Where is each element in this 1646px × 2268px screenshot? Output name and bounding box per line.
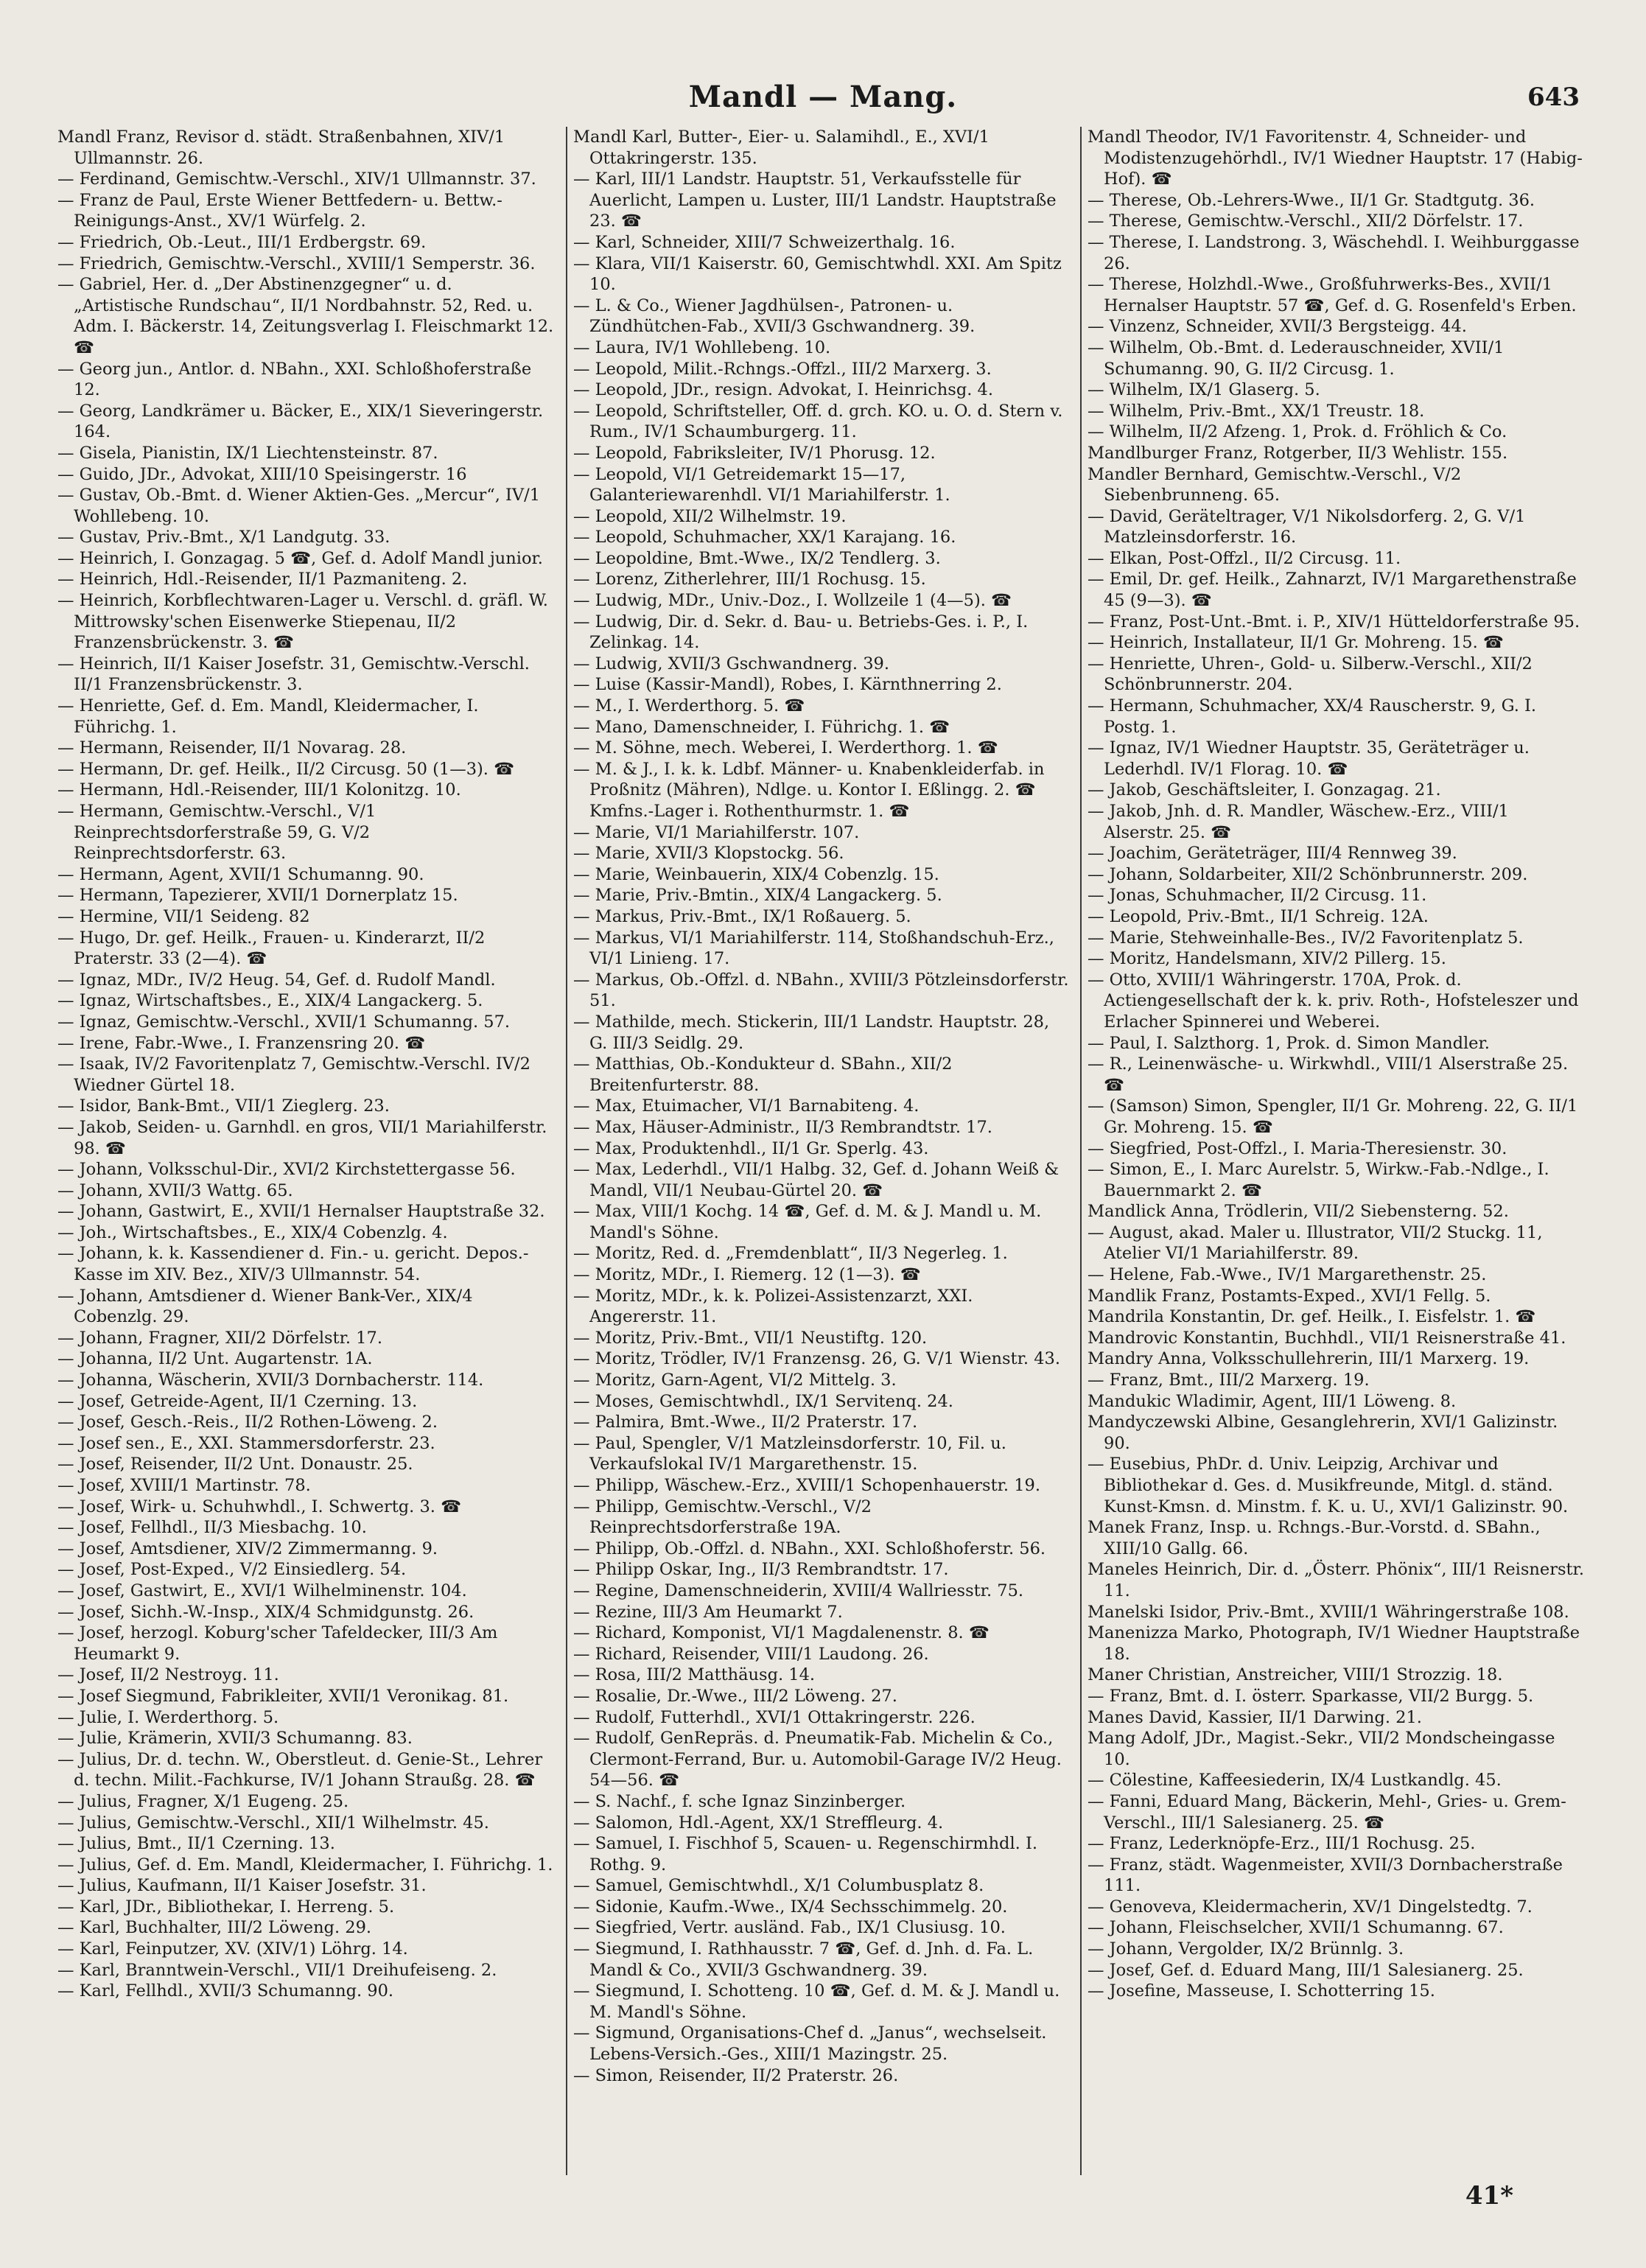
directory-entry: Manes David, Kassier, II/1 Darwing. 21. [1088,1707,1422,1727]
directory-entry: — Cölestine, Kaffeesiederin, IX/4 Lustkandlg. 45. [1088,1771,1502,1791]
directory-entry: — Josef, II/2 Nestroyg. 11. [57,1665,279,1685]
directory-entry: Mandl Theodor, IV/1 Favoritenstr. 4, Schneider- und Modistenzugehörhdl., IV/1 Wiedner Hauptstr. 17 (Habig-Hof). ☎ [1088,127,1583,189]
directory-entry: Mang Adolf, JDr., Magist.-Sekr., VII/2 Mondscheingasse 10. [1088,1729,1555,1769]
directory-entry: — Helene, Fab.-Wwe., IV/1 Margarethenstr. 25. [1088,1265,1487,1285]
directory-entry: — Leopold, Priv.-Bmt., II/1 Schreig. 12A. [1088,906,1429,926]
directory-entry: — Franz de Paul, Erste Wiener Bettfedern- u. Bettw.-Reinigungs-Anst., XV/1 Würfelg. 2. [57,190,502,231]
directory-entry: — Johann, Volksschul-Dir., XVI/2 Kirchstettergasse 56. [57,1160,516,1180]
directory-entry: — Leopold, JDr., resign. Advokat, I. Heinrichsg. 4. [573,380,994,400]
directory-entry: — Friedrich, Ob.-Leut., III/1 Erdbergstr. 69. [57,232,427,252]
directory-entry: — Julius, Fragner, X/1 Eugeng. 25. [57,1791,349,1811]
directory-entry: — Hermann, Schuhmacher, XX/4 Rauscherstr. 9, G. I. Postg. 1. [1088,696,1537,737]
directory-entry: — Ignaz, Wirtschaftsbes., E., XIX/4 Langackerg. 5. [57,991,483,1011]
directory-entry: — Isidor, Bank-Bmt., VII/1 Zieglerg. 23. [57,1096,390,1116]
directory-entry: — Leopold, Milit.-Rchngs.-Offzl., III/2 Marxerg. 3. [573,359,992,379]
page-number: 643 [1527,83,1580,112]
directory-entry: — M. & J., I. k. k. Ldbf. Männer- u. Knabenkleiderfab. in Proßnitz (Mähren), Ndlge. u. Kontor I. Eßlingg. 2. ☎ Kmfns.-Lager i. Rothenthurmstr. 1. ☎ [573,759,1045,821]
directory-entry: — Julie, Krämerin, XVII/3 Schumanng. 83. [57,1729,413,1749]
directory-entry: — Josef, Post-Exped., V/2 Einsiedlerg. 54. [57,1560,407,1580]
directory-entry: — Klara, VII/1 Kaiserstr. 60, Gemischtwhdl. XXI. Am Spitz 10. [573,253,1062,295]
directory-entry: — Elkan, Post-Offzl., II/2 Circusg. 11. [1088,548,1401,568]
directory-entry: — Marie, Weinbauerin, XIX/4 Cobenzlg. 15. [573,864,939,884]
directory-entry: — Heinrich, Hdl.-Reisender, II/1 Pazmaniteng. 2. [57,570,468,589]
directory-entry: — Marie, XVII/3 Klopstockg. 56. [573,844,844,864]
directory-entry: — Josef, Gef. d. Eduard Mang, III/1 Salesianerg. 25. [1088,1960,1524,1980]
directory-entry: — Heinrich, I. Gonzagag. 5 ☎, Gef. d. Adolf Mandl junior. [57,548,543,568]
directory-entry: — Johanna, Wäscherin, XVII/3 Dornbacherstr. 114. [57,1371,484,1390]
directory-entry: — Richard, Reisender, VIII/1 Laudong. 26. [573,1644,929,1664]
directory-entry: — Ignaz, IV/1 Wiedner Hauptstr. 35, Geräteträger u. Lederhdl. IV/1 Florag. 10. ☎ [1088,738,1530,779]
directory-entry: — Josef sen., E., XXI. Stammersdorferstr. 23. [57,1433,435,1453]
directory-entry: Mandl Karl, Butter-, Eier- u. Salamihdl., E., XVI/1 Ottakringerstr. 135. [573,127,990,168]
directory-entry: — Gustav, Priv.-Bmt., X/1 Landgutg. 33. [57,528,391,547]
directory-entry: — Leopold, Fabriksleiter, IV/1 Phorusg. 12. [573,443,936,463]
directory-entry: — Otto, XVIII/1 Währingerstr. 170A, Prok. d. Actiengesellschaft der k. k. priv. Roth-, Hofsteleszer und Erlacher Spinnerei und Weberei. [1088,970,1579,1032]
directory-entry: — M. Söhne, mech. Weberei, I. Werderthorg. 1. ☎ [573,738,998,758]
directory-entry: — Julie, I. Werderthorg. 5. [57,1707,279,1727]
directory-entry: Manelski Isidor, Priv.-Bmt., XVIII/1 Währingerstraße 108. [1088,1602,1569,1622]
directory-entry: — Karl, III/1 Landstr. Hauptstr. 51, Verkaufsstelle für Auerlicht, Lampen u. Luster, III/1 Landstr. Hauptstraße 23. ☎ [573,169,1057,231]
directory-entry: Mandlburger Franz, Rotgerber, II/3 Wehlistr. 155. [1088,443,1508,463]
directory-entry: — Mano, Damenschneider, I. Führichg. 1. ☎ [573,717,950,737]
directory-entry: — Rezine, III/3 Am Heumarkt 7. [573,1602,843,1622]
directory-entry: — Philipp Oskar, Ing., II/3 Rembrandtstr. 17. [573,1560,949,1580]
directory-entry: — Simon, E., I. Marc Aurelstr. 5, Wirkw.-Fab.-Ndlge., I. Bauernmarkt 2. ☎ [1088,1160,1549,1200]
directory-entry: — Johann, Soldarbeiter, XII/2 Schönbrunnerstr. 209. [1088,864,1528,884]
directory-entry: — Josef, Reisender, II/2 Unt. Donaustr. 25. [57,1455,413,1474]
directory-entry: — Regine, Damenschneiderin, XVIII/4 Wallriesstr. 75. [573,1581,1024,1600]
directory-entry: — Max, Lederhdl., VII/1 Halbg. 32, Gef. d. Johann Weiß & Mandl, VII/1 Neubau-Gürtel 20. ☎ [573,1160,1060,1200]
directory-entry: — Siegfried, Vertr. ausländ. Fab., IX/1 Clusiusg. 10. [573,1918,1006,1938]
directory-entry: — Vinzenz, Schneider, XVII/3 Bergsteigg. 44. [1088,317,1467,337]
column-3 [1080,127,1594,2175]
directory-entry: — Matthias, Ob.-Kondukteur d. SBahn., XII/2 Breitenfurterstr. 88. [573,1054,953,1095]
directory-entry: — August, akad. Maler u. Illustrator, VII/2 Stuckg. 11, Atelier VI/1 Mariahilferstr. 89. [1088,1222,1543,1264]
directory-entry: — Hermann, Reisender, II/1 Novarag. 28. [57,738,407,758]
directory-entry: — Simon, Reisender, II/2 Praterstr. 26. [573,2065,899,2085]
directory-entry: — Gabriel, Her. d. „Der Abstinenzgegner“ u. d. „Artistische Rundschau“, II/1 Nordbahnstr. 52, Red. u. Adm. I. Bäckerstr. 14, Zeitungsverlag I. Fleischmarkt 12. ☎ [57,275,554,357]
directory-entry: — Laura, IV/1 Wohllebeng. 10. [573,337,831,357]
directory-entry: — Mathilde, mech. Stickerin, III/1 Landstr. Hauptstr. 28, G. III/3 Seidlg. 29. [573,1012,1050,1053]
directory-entry: — Hermann, Hdl.-Reisender, III/1 Kolonitzg. 10. [57,780,461,800]
directory-entry: — Siegfried, Post-Offzl., I. Maria-Theresienstr. 30. [1088,1138,1507,1158]
directory-entry: — Paul, I. Salzthorg. 1, Prok. d. Simon Mandler. [1088,1033,1490,1053]
directory-entry: — Siegmund, I. Schotteng. 10 ☎, Gef. d. M. & J. Mandl u. M. Mandl's Söhne. [573,1981,1060,2022]
directory-entry: — Hermine, VII/1 Seideng. 82 [57,906,310,926]
directory-entry: — Johann, k. k. Kassendiener d. Fin.- u. gericht. Depos.-Kasse im XIV. Bez., XIV/3 Ullmannstr. 54. [57,1244,529,1285]
directory-entry: — Josef, Gastwirt, E., XVI/1 Wilhelminenstr. 104. [57,1581,467,1600]
directory-entry: — Max, Häuser-Administr., II/3 Rembrandtstr. 17. [573,1117,992,1137]
directory-entry: — Leopoldine, Bmt.-Wwe., IX/2 Tendlerg. 3. [573,548,941,568]
directory-entry: Mandlick Anna, Trödlerin, VII/2 Siebensterng. 52. [1088,1202,1509,1222]
directory-entry: — Johann, Fleischselcher, XVII/1 Schumanng. 67. [1088,1918,1504,1938]
directory-entry: — Leopold, Schriftsteller, Off. d. grch. KO. u. O. d. Stern v. Rum., IV/1 Schaumburgerg. 11. [573,401,1063,442]
directory-entry: — Sidonie, Kaufm.-Wwe., IX/4 Sechsschimmelg. 20. [573,1897,1008,1917]
directory-entry: — Jakob, Seiden- u. Garnhdl. en gros, VII/1 Mariahilferstr. 98. ☎ [57,1117,547,1158]
page-header-title: Mandl — Mang. [688,80,958,114]
directory-entry: — Karl, JDr., Bibliothekar, I. Herreng. 5. [57,1897,395,1917]
column-1 [52,127,566,2175]
directory-entry: — Marie, Priv.-Bmtin., XIX/4 Langackerg. 5. [573,886,942,906]
directory-entry: Manek Franz, Insp. u. Rchngs.-Bur.-Vorstd. d. SBahn., XIII/10 Gallg. 66. [1088,1518,1541,1558]
directory-entry: — Wilhelm, IX/1 Glaserg. 5. [1088,380,1320,400]
directory-entry: — Moses, Gemischtwhdl., IX/1 Servitenq. 24. [573,1391,953,1411]
directory-entry: — Karl, Schneider, XIII/7 Schweizerthalg. 16. [573,232,956,252]
directory-entry: — Markus, Ob.-Offzl. d. NBahn., XVIII/3 Pötzleinsdorferstr. 51. [573,970,1069,1011]
directory-entry: — Joh., Wirtschaftsbes., E., XIX/4 Cobenzlg. 4. [57,1222,448,1242]
directory-entry: — Marie, Stehweinhalle-Bes., IV/2 Favoritenplatz 5. [1088,928,1524,948]
directory-entry: — Wilhelm, II/2 Afzeng. 1, Prok. d. Fröhlich & Co. [1088,422,1507,442]
directory-entry: — Josef, Gesch.-Reis., II/2 Rothen-Löweng. 2. [57,1413,438,1432]
directory-entry: — Karl, Feinputzer, XV. (XIV/1) Löhrg. 14. [57,1939,408,1959]
directory-entry: — L. & Co., Wiener Jagdhülsen-, Patronen- u. Zündhütchen-Fab., XVII/3 Gschwandnerg. 39. [573,295,976,337]
directory-entry: — Johann, Fragner, XII/2 Dörfelstr. 17. [57,1328,382,1348]
directory-entry: — Emil, Dr. gef. Heilk., Zahnarzt, IV/1 Margarethenstraße 45 (9—3). ☎ [1088,570,1577,611]
directory-entry: — Ludwig, MDr., Univ.-Doz., I. Wollzeile 1 (4—5). ☎ [573,591,1012,611]
directory-entry: — Leopold, VI/1 Getreidemarkt 15—17, Galanteriewarenhdl. VI/1 Mariahilferstr. 1. [573,464,950,505]
directory-entry: Mandlik Franz, Postamts-Exped., XVI/1 Fellg. 5. [1088,1286,1491,1306]
directory-entry: — Josef, XVIII/1 Martinstr. 78. [57,1476,311,1495]
directory-entry: — Hermann, Tapezierer, XVII/1 Dornerplatz 15. [57,886,458,906]
directory-entry: — Josefine, Masseuse, I. Schotterring 15. [1088,1981,1435,2001]
directory-entry: — Therese, Ob.-Lehrers-Wwe., II/1 Gr. Stadtgutg. 36. [1088,190,1535,210]
directory-entry: — Sigmund, Organisations-Chef d. „Janus“, wechselseit. Lebens-Versich.-Ges., XIII/1 Mazingstr. 25. [573,2023,1047,2065]
directory-entry: — Therese, Holzhdl.-Wwe., Großfuhrwerks-Bes., XVII/1 Hernalser Hauptstr. 57 ☎, Gef. d. G. Rosenfeld's Erben. [1088,275,1577,315]
directory-entry: — Samuel, Gemischtwhdl., X/1 Columbusplatz 8. [573,1876,984,1896]
directory-entry: — Franz, Bmt. d. I. österr. Sparkasse, VII/2 Burgg. 5. [1088,1686,1534,1706]
directory-entry: — Julius, Bmt., II/1 Czerning. 13. [57,1834,335,1854]
directory-entry: — Marie, VI/1 Mariahilferstr. 107. [573,822,860,842]
directory-entry: — Joachim, Geräteträger, III/4 Rennweg 39. [1088,844,1457,864]
directory-entry: — Julius, Dr. d. techn. W., Oberstleut. d. Genie-St., Lehrer d. techn. Milit.-Fachkurse, IV/1 Johann Straußg. 28. ☎ [57,1749,543,1791]
directory-entry: — Josef, Getreide-Agent, II/1 Czerning. 13. [57,1391,418,1411]
signature-mark: 41* [1465,2181,1513,2211]
directory-entry: — Karl, Buchhalter, III/2 Löweng. 29. [57,1918,372,1938]
directory-entry: — Ignaz, MDr., IV/2 Heug. 54, Gef. d. Rudolf Mandl. [57,970,496,990]
directory-entry: — Gisela, Pianistin, IX/1 Liechtensteinstr. 87. [57,443,438,463]
directory-entry: — Hermann, Gemischtw.-Verschl., V/1 Reinprechtsdorferstraße 59, G. V/2 Reinprechtsdorferstr. 63. [57,802,377,864]
directory-entry: — Johann, Vergolder, IX/2 Brünnlg. 3. [1088,1939,1404,1959]
directory-entry: — R., Leinenwäsche- u. Wirkwhdl., VIII/1 Alserstraße 25. ☎ [1088,1054,1569,1095]
directory-entry: — Therese, Gemischtw.-Verschl., XII/2 Dörfelstr. 17. [1088,211,1524,231]
directory-entry: — Moritz, MDr., k. k. Polizei-Assistenzarzt, XXI. Angererstr. 11. [573,1286,973,1327]
directory-entry: — Rudolf, Futterhdl., XVI/1 Ottakringerstr. 226. [573,1707,976,1727]
directory-entry: Mandry Anna, Volksschullehrerin, III/1 Marxerg. 19. [1088,1349,1530,1369]
directory-entry: — Josef, Amtsdiener, XIV/2 Zimmermanng. 9. [57,1539,438,1558]
directory-entry: — David, Geräteltrager, V/1 Nikolsdorferg. 2, G. V/1 Matzleinsdorferstr. 16. [1088,506,1526,547]
directory-entry: — Ignaz, Gemischtw.-Verschl., XVII/1 Schumanng. 57. [57,1012,511,1032]
directory-entry: — Lorenz, Zitherlehrer, III/1 Rochusg. 15. [573,570,926,589]
directory-entry: — Guido, JDr., Advokat, XIII/10 Speisingerstr. 16 [57,464,467,484]
directory-entry: — Heinrich, Installateur, II/1 Gr. Mohreng. 15. ☎ [1088,633,1504,653]
directory-entry: — Ludwig, Dir. d. Sekr. d. Bau- u. Betriebs-Ges. i. P., I. Zelinkag. 14. [573,612,1029,653]
directory-entry: — Max, Produktenhdl., II/1 Gr. Sperlg. 43. [573,1138,929,1158]
directory-entry: — Irene, Fabr.-Wwe., I. Franzensring 20. ☎ [57,1033,426,1053]
column-2 [566,127,1080,2175]
directory-entry: — Rudolf, GenRepräs. d. Pneumatik-Fab. Michelin & Co., Clermont-Ferrand, Bur. u. Automobil-Garage IV/2 Heug. 54—56. ☎ [573,1729,1062,1791]
directory-entry: — Franz, Bmt., III/2 Marxerg. 19. [1088,1371,1370,1390]
directory-entry: — Isaak, IV/2 Favoritenplatz 7, Gemischtw.-Verschl. IV/2 Wiedner Gürtel 18. [57,1054,530,1095]
directory-entry: Mandyczewski Albine, Gesanglehrerin, XVI/1 Galizinstr. 90. [1088,1413,1558,1453]
directory-entry: — Markus, VI/1 Mariahilferstr. 114, Stoßhandschuh-Erz., VI/1 Linieng. 17. [573,928,1054,969]
directory-entry: — Franz, städt. Wagenmeister, XVII/3 Dornbacherstraße 111. [1088,1855,1563,1896]
directory-entry: — Siegmund, I. Rathhausstr. 7 ☎, Gef. d. Jnh. d. Fa. L. Mandl & Co., XVII/3 Gschwandnerg. 39. [573,1939,1034,1980]
directory-entry: — Richard, Komponist, VI/1 Magdalenenstr. 8. ☎ [573,1623,990,1643]
directory-entry: — Palmira, Bmt.-Wwe., II/2 Praterstr. 17. [573,1413,918,1432]
directory-entry: — Wilhelm, Ob.-Bmt. d. Lederauschneider, XVII/1 Schumanng. 90, G. II/2 Circusg. 1. [1088,337,1505,379]
directory-entry: — Henriette, Gef. d. Em. Mandl, Kleidermacher, I. Führichg. 1. [57,696,479,737]
directory-entry: — Wilhelm, Priv.-Bmt., XX/1 Treustr. 18. [1088,401,1425,421]
directory-entry: — Moritz, Priv.-Bmt., VII/1 Neustiftg. 120. [573,1328,928,1348]
directory-entry: — Heinrich, Korbflechtwaren-Lager u. Verschl. d. gräfl. W. Mittrowsky'schen Eisenwerke Stiepenau, II/2 Franzensbrückenstr. 3. ☎ [57,591,548,653]
directory-entry: — Ludwig, XVII/3 Gschwandnerg. 39. [573,654,889,673]
directory-entry: — Franz, Lederknöpfe-Erz., III/1 Rochusg. 25. [1088,1834,1476,1854]
directory-entry: — Johann, Gastwirt, E., XVII/1 Hernalser Hauptstraße 32. [57,1202,545,1222]
directory-entry: — Leopold, XII/2 Wilhelmstr. 19. [573,506,847,526]
directory-entry: — Karl, Branntwein-Verschl., VII/1 Dreihufeiseng. 2. [57,1960,497,1980]
directory-entry: — Genoveva, Kleidermacherin, XV/1 Dingelstedtg. 7. [1088,1897,1533,1917]
directory-entry: — S. Nachf., f. sche Ignaz Sinzinberger. [573,1791,906,1811]
directory-entry: — Paul, Spengler, V/1 Matzleinsdorferstr. 10, Fil. u. Verkaufslokal IV/1 Margarethenstr. 15. [573,1433,1006,1474]
directory-entry: — Samuel, I. Fischhof 5, Scauen- u. Regenschirmhdl. I. Rothg. 9. [573,1834,1037,1875]
directory-entry: — Moritz, MDr., I. Riemerg. 12 (1—3). ☎ [573,1265,921,1285]
directory-entry: — Moritz, Handelsmann, XIV/2 Pillerg. 15. [1088,949,1446,969]
directory-columns [52,127,1594,2175]
directory-entry: — Heinrich, II/1 Kaiser Josefstr. 31, Gemischtw.-Verschl. II/1 Franzensbrückenstr. 3. [57,654,530,695]
directory-entry: Mandler Bernhard, Gemischtw.-Verschl., V/2 Siebenbrunneng. 65. [1088,464,1462,505]
directory-entry: Maneles Heinrich, Dir. d. „Österr. Phönix“, III/1 Reisnerstr. 11. [1088,1560,1584,1600]
directory-entry: — Johann, Amtsdiener d. Wiener Bank-Ver., XIX/4 Cobenzlg. 29. [57,1286,473,1327]
directory-entry: — Johann, XVII/3 Wattg. 65. [57,1180,293,1200]
directory-entry: — Philipp, Ob.-Offzl. d. NBahn., XXI. Schloßhoferstr. 56. [573,1539,1046,1558]
directory-entry: — M., I. Werderthorg. 5. ☎ [573,696,805,716]
directory-entry: — Moritz, Trödler, IV/1 Franzensg. 26, G. V/1 Wienstr. 43. [573,1349,1060,1369]
directory-entry: — Philipp, Wäschew.-Erz., XVIII/1 Schopenhauerstr. 19. [573,1476,1041,1495]
directory-entry: — Luise (Kassir-Mandl), Robes, I. Kärnthnerring 2. [573,675,1002,695]
directory-entry: — Rosa, III/2 Matthäusg. 14. [573,1665,816,1685]
directory-entry: — Friedrich, Gemischtw.-Verschl., XVIII/1 Semperstr. 36. [57,253,536,273]
directory-entry: — Therese, I. Landstrong. 3, Wäschehdl. I. Weihburggasse 26. [1088,232,1580,273]
directory-entry: Mandrila Konstantin, Dr. gef. Heilk., I. Eisfelstr. 1. ☎ [1088,1307,1536,1327]
directory-entry: — (Samson) Simon, Spengler, II/1 Gr. Mohreng. 22, G. II/1 Gr. Mohreng. 15. ☎ [1088,1096,1578,1137]
directory-entry: — Moritz, Red. d. „Fremdenblatt“, II/3 Negerleg. 1. [573,1244,1008,1264]
directory-entry: — Markus, Priv.-Bmt., IX/1 Roßauerg. 5. [573,906,911,926]
directory-entry: — Ferdinand, Gemischtw.-Verschl., XIV/1 Ullmannstr. 37. [57,169,536,189]
directory-entry: — Salomon, Hdl.-Agent, XX/1 Streffleurg. 4. [573,1813,944,1833]
directory-entry: — Moritz, Garn-Agent, VI/2 Mittelg. 3. [573,1371,897,1390]
directory-entry: — Leopold, Schuhmacher, XX/1 Karajang. 16. [573,528,956,547]
directory-entry: — Franz, Post-Unt.-Bmt. i. P., XIV/1 Hütteldorferstraße 95. [1088,612,1580,631]
directory-entry: — Josef, Sichh.-W.-Insp., XIX/4 Schmidgunstg. 26. [57,1602,474,1622]
directory-entry: — Julius, Gef. d. Em. Mandl, Kleidermacher, I. Führichg. 1. [57,1855,553,1875]
directory-entry: Manenizza Marko, Photograph, IV/1 Wiedner Hauptstraße 18. [1088,1623,1580,1664]
directory-entry: — Max, Etuimacher, VI/1 Barnabiteng. 4. [573,1096,920,1116]
directory-entry: — Josef, Fellhdl., II/3 Miesbachg. 10. [57,1518,367,1538]
directory-entry: — Eusebius, PhDr. d. Univ. Leipzig, Archivar und Bibliothekar d. Ges. d. Musikfreunde, Mitgl. d. ständ. Kunst-Kmsn. d. Minstm. f. K. u. U., XVI/1 Galizinstr. 90. [1088,1455,1569,1516]
directory-entry: — Hugo, Dr. gef. Heilk., Frauen- u. Kinderarzt, II/2 Praterstr. 33 (2—4). ☎ [57,928,486,969]
directory-entry: — Jonas, Schuhmacher, II/2 Circusg. 11. [1088,886,1427,906]
directory-entry: — Karl, Fellhdl., XVII/3 Schumanng. 90. [57,1981,394,2001]
directory-entry: — Jakob, Geschäftsleiter, I. Gonzagag. 21. [1088,780,1441,800]
directory-entry: — Fanni, Eduard Mang, Bäckerin, Mehl-, Gries- u. Grem-Verschl., III/1 Salesianerg. 25. ☎ [1088,1791,1566,1833]
directory-entry: — Josef, herzogl. Koburg'scher Tafeldecker, III/3 Am Heumarkt 9. [57,1623,498,1664]
directory-entry: — Rosalie, Dr.-Wwe., III/2 Löweng. 27. [573,1686,897,1706]
directory-entry: — Hermann, Agent, XVII/1 Schumanng. 90. [57,864,424,884]
directory-entry: Mandrovic Konstantin, Buchhdl., VII/1 Reisnerstraße 41. [1088,1328,1566,1348]
directory-entry: — Jakob, Jnh. d. R. Mandler, Wäschew.-Erz., VIII/1 Alserstr. 25. ☎ [1088,802,1509,842]
directory-entry: — Julius, Kaufmann, II/1 Kaiser Josefstr. 31. [57,1876,427,1896]
directory-entry: Mandukic Wladimir, Agent, III/1 Löweng. 8. [1088,1391,1457,1411]
directory-entry: — Josef Siegmund, Fabrikleiter, XVII/1 Veronikag. 81. [57,1686,509,1706]
directory-entry: — Josef, Wirk- u. Schuhwhdl., I. Schwertg. 3. ☎ [57,1497,462,1516]
directory-entry: — Henriette, Uhren-, Gold- u. Silberw.-Verschl., XII/2 Schönbrunnerstr. 204. [1088,654,1533,695]
directory-entry: — Hermann, Dr. gef. Heilk., II/2 Circusg. 50 (1—3). ☎ [57,759,515,779]
directory-entry: Maner Christian, Anstreicher, VIII/1 Strozzig. 18. [1088,1665,1503,1685]
directory-entry: — Julius, Gemischtw.-Verschl., XII/1 Wilhelmstr. 45. [57,1813,489,1833]
directory-entry: — Gustav, Ob.-Bmt. d. Wiener Aktien-Ges. „Mercur“, IV/1 Wohllebeng. 10. [57,486,541,526]
directory-entry: — Max, VIII/1 Kochg. 14 ☎, Gef. d. M. & J. Mandl u. M. Mandl's Söhne. [573,1202,1042,1242]
directory-entry: Mandl Franz, Revisor d. städt. Straßenbahnen, XIV/1 Ullmannstr. 26. [57,127,505,168]
directory-entry: — Johanna, II/2 Unt. Augartenstr. 1A. [57,1349,373,1369]
directory-entry: — Georg jun., Antlor. d. NBahn., XXI. Schloßhoferstraße 12. [57,359,532,400]
directory-entry: — Philipp, Gemischtw.-Verschl., V/2 Reinprechtsdorferstraße 19A. [573,1497,872,1538]
directory-entry: — Georg, Landkrämer u. Bäcker, E., XIX/1 Sieveringerstr. 164. [57,401,544,442]
